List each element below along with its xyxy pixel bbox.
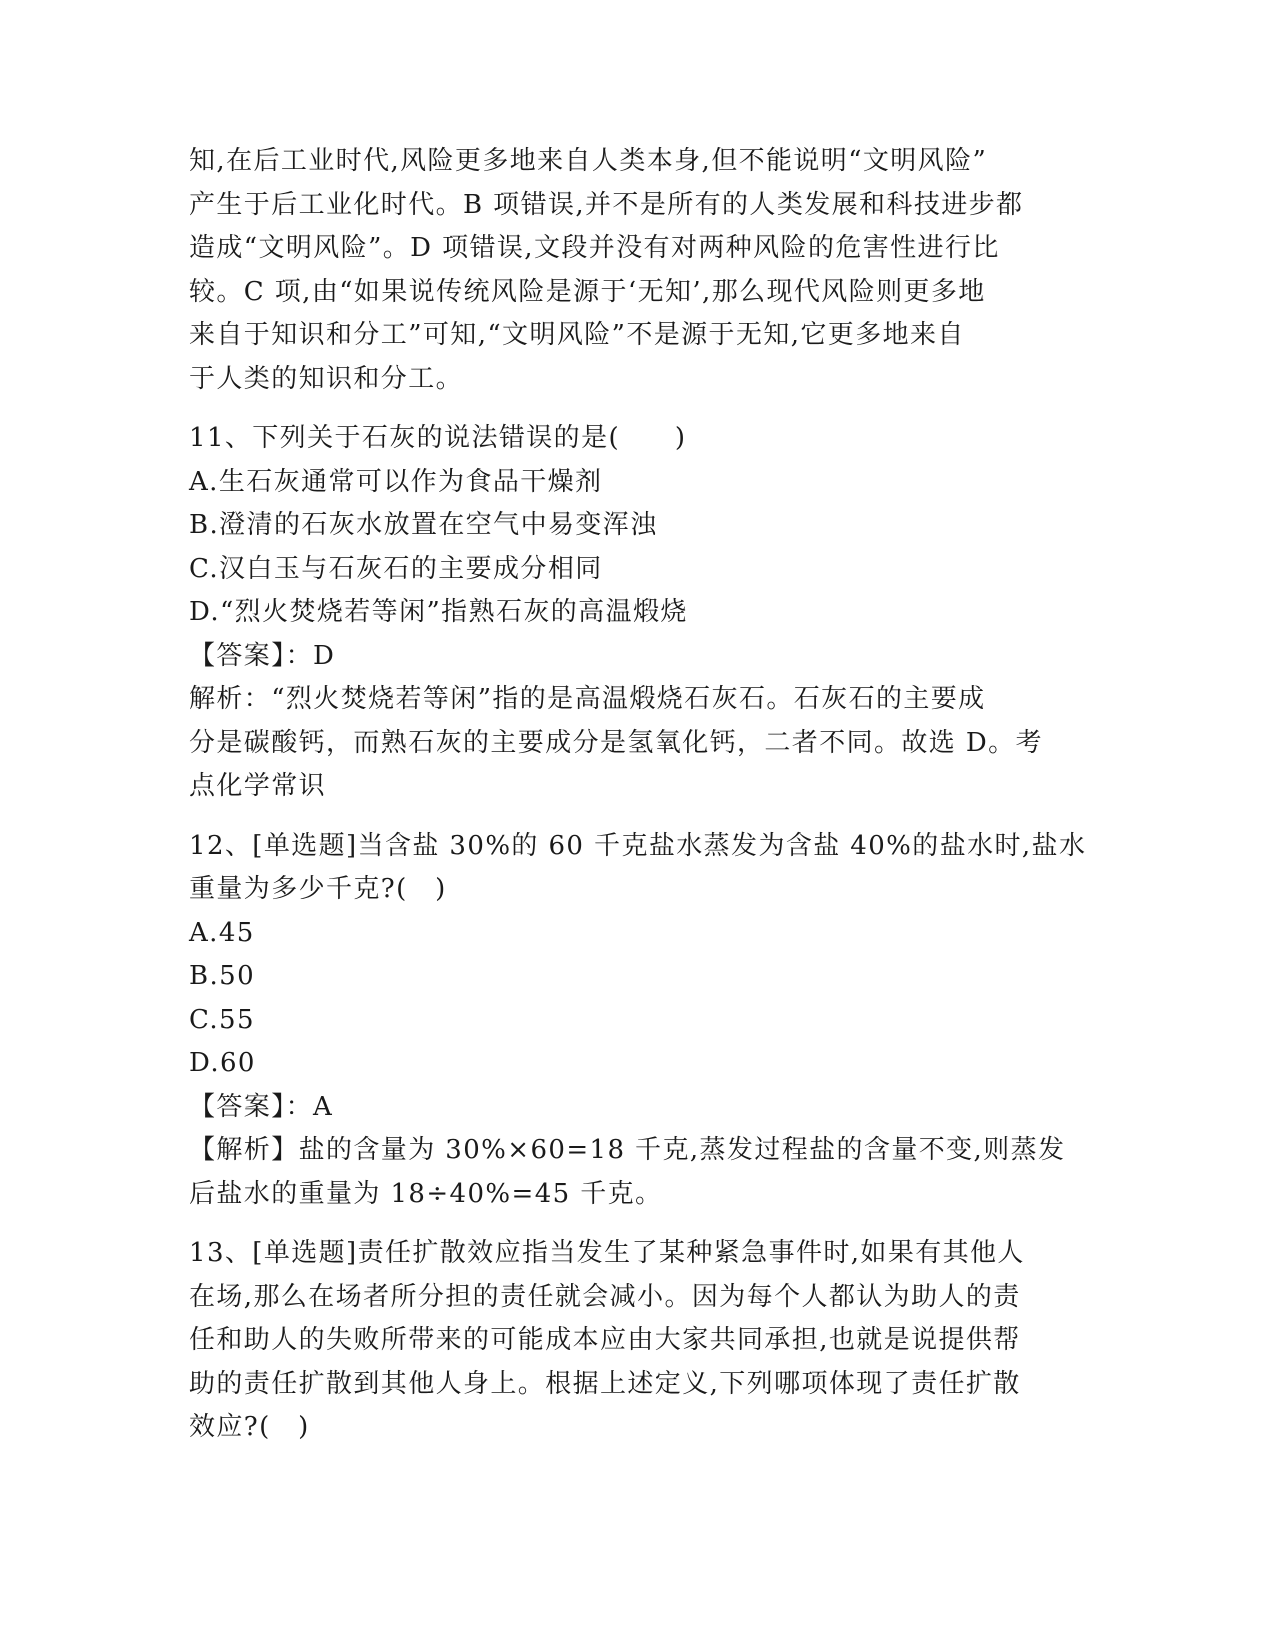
explanation-10 [189, 140, 1089, 401]
explanation-line: 来自于知识和分工”可知,“文明风险”不是源于无知,它更多地来自 [189, 320, 965, 350]
analysis-line: 解析：“烈火焚烧若等闲”指的是高温煅烧石灰石。石灰石的主要成 [189, 684, 986, 714]
analysis-line: 分是碳酸钙，而熟石灰的主要成分是氢氧化钙，二者不同。故选 D。考 [189, 727, 1043, 758]
question-stem: 在场,那么在场者所分担的责任就会减小。因为每个人都认为助人的责 [189, 1281, 1021, 1312]
question-11 [189, 417, 1089, 809]
question-stem: 11、下列关于石灰的说法错误的是( ) [189, 423, 687, 453]
analysis-line: 【解析】盐的含量为 30%×60=18 千克,蒸发过程盐的含量不变,则蒸发 [189, 1135, 1066, 1165]
option-b: B.澄清的石灰水放置在空气中易变浑浊 [189, 510, 658, 540]
question-stem: 12、[单选题]当含盐 30%的 60 千克盐水蒸发为含盐 40%的盐水时,盐水 [189, 830, 1087, 861]
explanation-line: 于人类的知识和分工。 [189, 363, 464, 394]
question-stem: 重量为多少千克?( ) [189, 874, 447, 904]
analysis-line: 点化学常识 [189, 771, 327, 801]
section-gap [189, 809, 1089, 825]
section-gap [189, 1216, 1089, 1232]
option-a: A.生石灰通常可以作为食品干燥剂 [189, 466, 603, 497]
answer-line: 【答案】：A [189, 1091, 334, 1122]
question-stem: 效应?( ) [189, 1412, 310, 1442]
option-c: C.汉白玉与石灰石的主要成分相同 [189, 553, 603, 584]
question-stem: 助的责任扩散到其他人身上。根据上述定义,下列哪项体现了责任扩散 [189, 1368, 1021, 1399]
question-stem: 任和助人的失败所带来的可能成本应由大家共同承担,也就是说提供帮 [189, 1325, 1021, 1355]
explanation-line: 较。C 项,由“如果说传统风险是源于‘无知’,那么现代风险则更多地 [189, 276, 986, 307]
option-a: A.45 [189, 917, 255, 948]
section-gap [189, 401, 1089, 417]
question-12 [189, 825, 1089, 1217]
analysis-line: 后盐水的重量为 18÷40%=45 千克。 [189, 1178, 663, 1209]
option-d: D.60 [189, 1048, 256, 1078]
option-c: C.55 [189, 1004, 255, 1035]
question-stem: 13、[单选题]责任扩散效应指当发生了某种紧急事件时,如果有其他人 [189, 1238, 1025, 1268]
explanation-line: 造成“文明风险”。D 项错误,文段并没有对两种风险的危害性进行比 [189, 233, 1000, 263]
option-b: B.50 [189, 961, 256, 991]
question-13 [189, 1232, 1089, 1450]
option-d: D.“烈火焚烧若等闲”指熟石灰的高温煅烧 [189, 597, 688, 627]
explanation-line: 产生于后工业化时代。B 项错误,并不是所有的人类发展和科技进步都 [189, 189, 1024, 220]
document-page [189, 140, 1089, 1450]
answer-line: 【答案】：D [189, 640, 336, 671]
explanation-line: 知,在后工业时代,风险更多地来自人类本身,但不能说明“文明风险” [189, 146, 988, 176]
